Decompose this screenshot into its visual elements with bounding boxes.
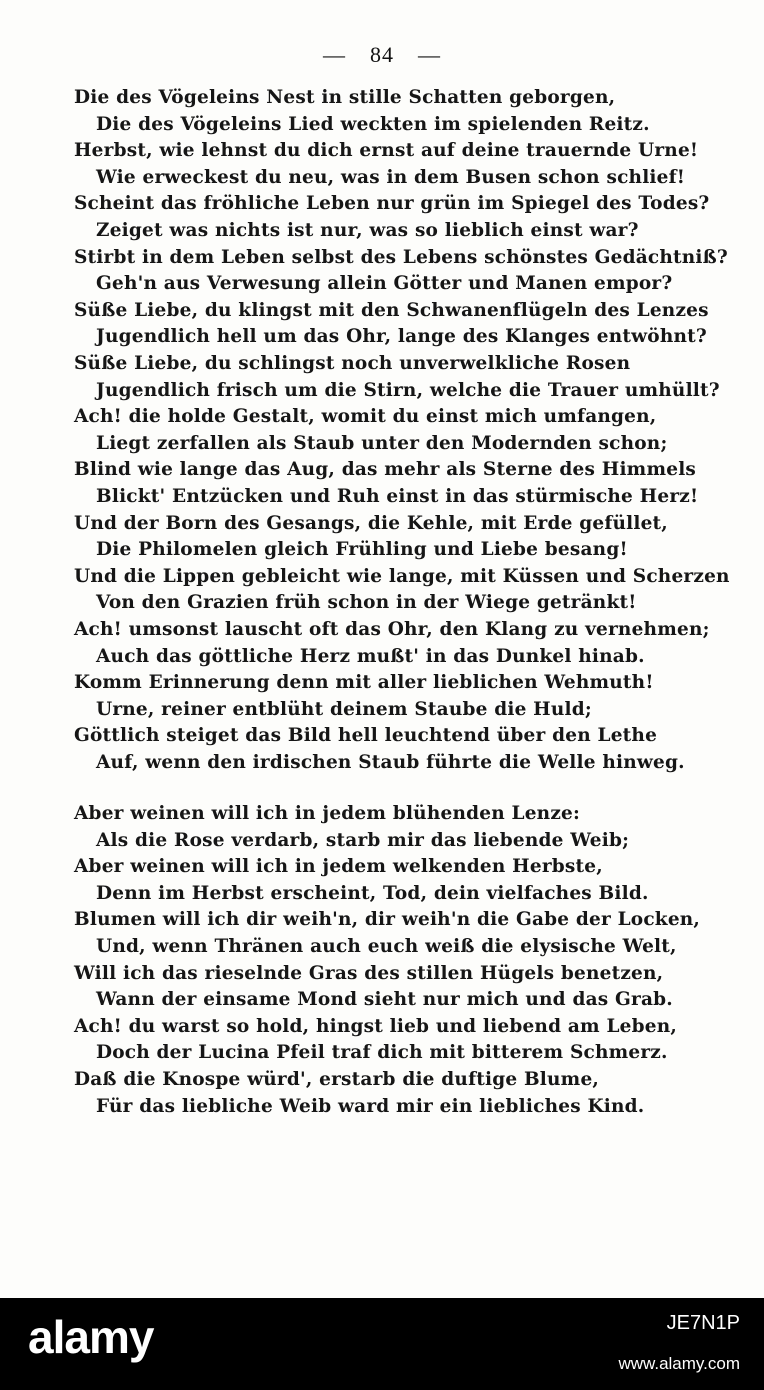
page-number-header <box>0 42 764 68</box>
verse-line: Geh'n aus Verwesung allein Götter und Manen empor? <box>96 273 673 295</box>
verse-line: Die Philomelen gleich Frühling und Liebe besang! <box>96 539 628 561</box>
verse-line: Blind wie lange das Aug, das mehr als Sterne des Himmels <box>74 459 697 481</box>
verse-line: Ach! umsonst lauscht oft das Ohr, den Klang zu vernehmen; <box>74 619 710 640</box>
watermark-url: www.alamy.com <box>618 1354 740 1373</box>
verse-line: Ach! du warst so hold, hingst lieb und liebend am Leben, <box>74 1015 678 1037</box>
verse-line: Denn im Herbst erscheint, Tod, dein vielfaches Bild. <box>96 882 649 904</box>
verse-line: Die des Vögeleins Lied weckten im spielenden Reitz. <box>96 113 650 135</box>
verse-line: Auch das göttliche Herz mußt' in das Dunkel hinab. <box>96 645 645 667</box>
verse-line: Und, wenn Thränen auch euch weiß die elysische Welt, <box>96 936 677 957</box>
verse-line: Und der Born des Gesangs, die Kehle, mit Erde gefüllet, <box>74 512 668 534</box>
verse-line: Liegt zerfallen als Staub unter den Modernden schon; <box>96 432 668 454</box>
verse-line: Auf, wenn den irdischen Staub führte die Welle hinweg. <box>96 752 685 773</box>
verse-line: Aber weinen will ich in jedem blühenden Lenze: <box>74 803 581 824</box>
verse-line: Süße Liebe, du schlingst noch unverwelkliche Rosen <box>74 353 631 374</box>
verse-line: Blickt' Entzücken und Ruh einst in das stürmische Herz! <box>96 486 699 507</box>
header-dash-left: — <box>323 42 346 67</box>
verse-line: Jugendlich hell um das Ohr, lange des Klanges entwöhnt? <box>96 326 707 348</box>
verse-line: Wann der einsame Mond sieht nur mich und das Grab. <box>96 989 673 1011</box>
verse-line: Jugendlich frisch um die Stirn, welche die Trauer umhüllt? <box>96 379 720 401</box>
verse-line: Doch der Lucina Pfeil traf dich mit bitterem Schmerz. <box>96 1042 668 1064</box>
verse-line: Stirbt in dem Leben selbst des Lebens schönstes Gedächtniß? <box>74 246 728 268</box>
watermark-logo: alamy <box>28 1311 154 1363</box>
image-id-label: JE7N1P <box>666 1312 740 1334</box>
verse-line: Blumen will ich dir weih'n, dir weih'n die Gabe der Locken, <box>74 909 701 931</box>
verse-line: Will ich das rieselnde Gras des stillen Hügels benetzen, <box>74 962 664 984</box>
verse-line: Urne, reiner entblüht deinem Staube die Huld; <box>96 698 592 720</box>
verse-line: Für das liebliche Weib ward mir ein liebliches Kind. <box>96 1095 645 1117</box>
verse-line: Süße Liebe, du klingst mit den Schwanenflügeln des Lenzes <box>74 299 709 321</box>
verse-line: Komm Erinnerung denn mit aller lieblichen Wehmuth! <box>74 672 654 694</box>
verse-line: Göttlich steiget das Bild hell leuchtend über den Lethe <box>74 725 658 747</box>
verse-line: Ach! die holde Gestalt, womit du einst mich umfangen, <box>74 406 657 428</box>
verse-line: Die des Vögeleins Nest in stille Schatten geborgen, <box>74 87 616 108</box>
verse-line: Herbst, wie lehnst du dich ernst auf deine trauernde Urne! <box>74 140 699 162</box>
verse-line: Und die Lippen gebleicht wie lange, mit Küssen und Scherzen <box>74 565 730 587</box>
verse-line: Aber weinen will ich in jedem welkenden Herbste, <box>74 856 603 878</box>
watermark-footer <box>0 1298 764 1390</box>
verse-line: Von den Grazien früh schon in der Wiege getränkt! <box>96 592 637 614</box>
verse-line: Wie erweckest du neu, was in dem Busen schon schlief! <box>96 166 686 188</box>
verse-line: Scheint das fröhliche Leben nur grün im Spiegel des Todes? <box>74 193 710 215</box>
verse-line: Zeiget was nichts ist nur, was so lieblich einst war? <box>96 220 639 241</box>
header-dash-right: — <box>418 42 441 67</box>
verse-line: Als die Rose verdarb, starb mir das liebende Weib; <box>96 829 630 851</box>
page-number: 84 <box>370 42 394 67</box>
verse-line: Daß die Knospe würd', erstarb die duftige Blume, <box>74 1069 600 1090</box>
